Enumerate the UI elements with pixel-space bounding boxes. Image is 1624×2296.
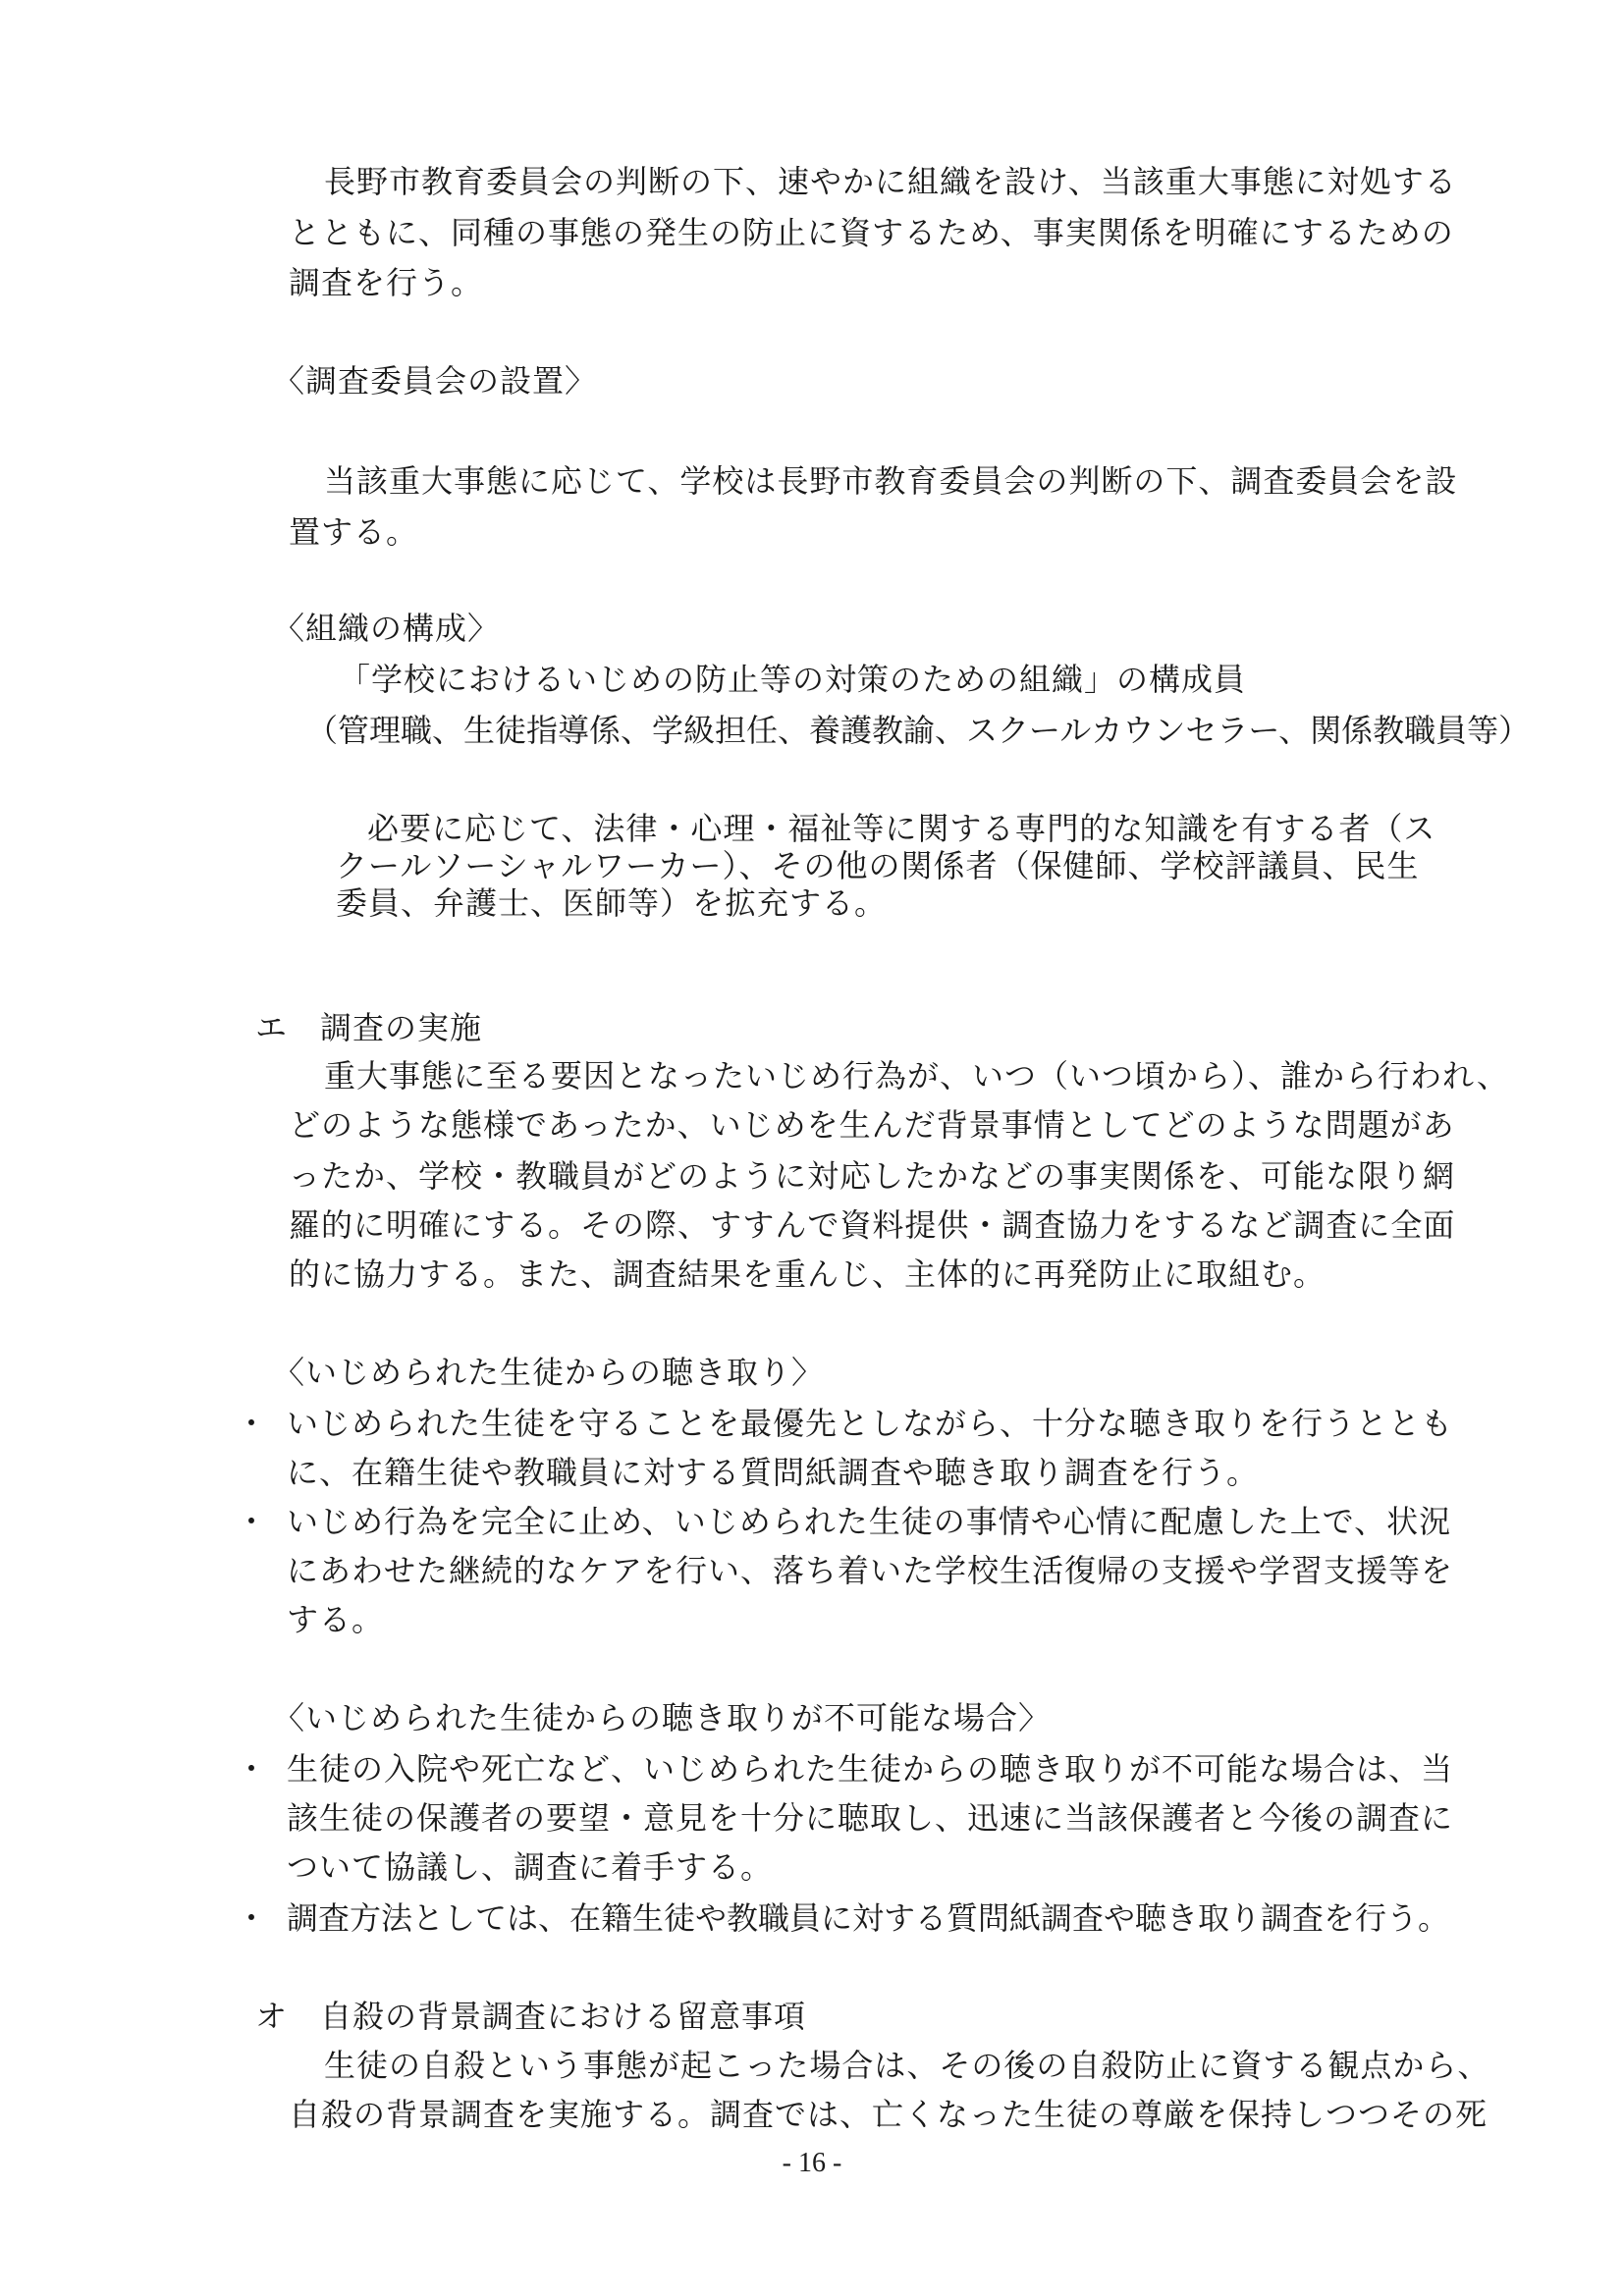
sub2-bullet2-line-1: 調査方法としては、在籍生徒や教職員に対する質問紙調査や聴き取り調査を行う。 xyxy=(287,1899,1450,1937)
committee-line-1: 当該重大事態に応じて、学校は長野市教育委員会の判断の下、調査委員会を設 xyxy=(324,462,1458,500)
section-e-line-2: どのような態様であったか、いじめを生んだ背景事情としてどのような問題があ xyxy=(289,1106,1455,1144)
page-number: - 16 - xyxy=(782,2148,842,2178)
experts-line-2: クールソーシャルワーカー）、その他の関係者（保健師、学校評議員、民生 xyxy=(336,847,1420,884)
intro-line-2: とともに、同種の事態の発生の防止に資するため、事実関係を明確にするための xyxy=(289,214,1454,251)
composition-heading: 〈組織の構成〉 xyxy=(273,610,501,647)
section-o-heading: オ 自殺の背景調査における留意事項 xyxy=(255,1998,807,2035)
section-e-line-5: 的に協力する。また、調査結果を重んじ、主体的に再発防止に取組む。 xyxy=(289,1255,1326,1293)
sub1-heading: 〈いじめられた生徒からの聴き取り〉 xyxy=(273,1354,825,1391)
sub1-bullet2-line-3: する。 xyxy=(287,1601,385,1638)
section-e-heading: エ 調査の実施 xyxy=(255,1009,483,1046)
section-o-line-1: 生徒の自殺という事態が起こった場合は、その後の自殺防止に資する観点から、 xyxy=(324,2047,1490,2084)
composition-line-2: （管理職、生徒指導係、学級担任、養護教諭、スクールカウンセラー、関係教職員等） xyxy=(306,712,1531,749)
intro-line-1: 長野市教育委員会の判断の下、速やかに組織を設け、当該重大事態に対処する xyxy=(324,163,1457,200)
committee-heading: 〈調査委員会の設置〉 xyxy=(273,362,598,400)
sub2-heading: 〈いじめられた生徒からの聴き取りが不可能な場合〉 xyxy=(273,1699,1052,1736)
section-e-line-4: 羅的に明確にする。その際、すすんで資料提供・調査協力をするなど調査に全面 xyxy=(289,1206,1456,1244)
sub2-bullet1-line-1: 生徒の入院や死亡など、いじめられた生徒からの聴き取りが不可能な場合は、当 xyxy=(287,1750,1454,1788)
bullet-marker: ・ xyxy=(236,1405,268,1442)
section-e-line-3: ったか、学校・教職員がどのように対応したかなどの事実関係を、可能な限り網 xyxy=(289,1157,1456,1195)
sub1-bullet1-line-2: に、在籍生徒や教職員に対する質問紙調査や聴き取り調査を行う。 xyxy=(287,1454,1260,1491)
section-e-line-1: 重大事態に至る要因となったいじめ行為が、いつ（いつ頃から）、誰から行われ、 xyxy=(324,1057,1509,1095)
committee-line-2: 置する。 xyxy=(289,513,419,551)
bullet-marker: ・ xyxy=(236,1899,268,1937)
experts-line-1: 必要に応じて、法律・心理・福祉等に関する専門的な知識を有する者（ス xyxy=(367,810,1436,847)
sub1-bullet2-line-1: いじめ行為を完全に止め、いじめられた生徒の事情や心情に配慮した上で、状況 xyxy=(287,1503,1452,1540)
bullet-marker: ・ xyxy=(236,1750,268,1788)
sub2-bullet1-line-2: 該生徒の保護者の要望・意見を十分に聴取し、迅速に当該保護者と今後の調査に xyxy=(287,1799,1454,1837)
bullet-marker: ・ xyxy=(236,1503,268,1540)
sub1-bullet1-line-1: いじめられた生徒を守ることを最優先としながら、十分な聴き取りを行うととも xyxy=(287,1405,1454,1442)
experts-line-3: 委員、弁護士、医師等）を拡充する。 xyxy=(336,884,888,922)
sub1-bullet2-line-2: にあわせた継続的なケアを行い、落ち着いた学校生活復帰の支援や学習支援等を xyxy=(287,1552,1454,1589)
composition-line-1: 「学校におけるいじめの防止等の対策のための組織」の構成員 xyxy=(339,661,1247,698)
intro-line-3: 調査を行う。 xyxy=(289,264,484,301)
section-o-line-2: 自殺の背景調査を実施する。調査では、亡くなった生徒の尊厳を保持しつつその死 xyxy=(289,2096,1489,2133)
sub2-bullet1-line-3: ついて協議し、調査に着手する。 xyxy=(287,1848,774,1886)
